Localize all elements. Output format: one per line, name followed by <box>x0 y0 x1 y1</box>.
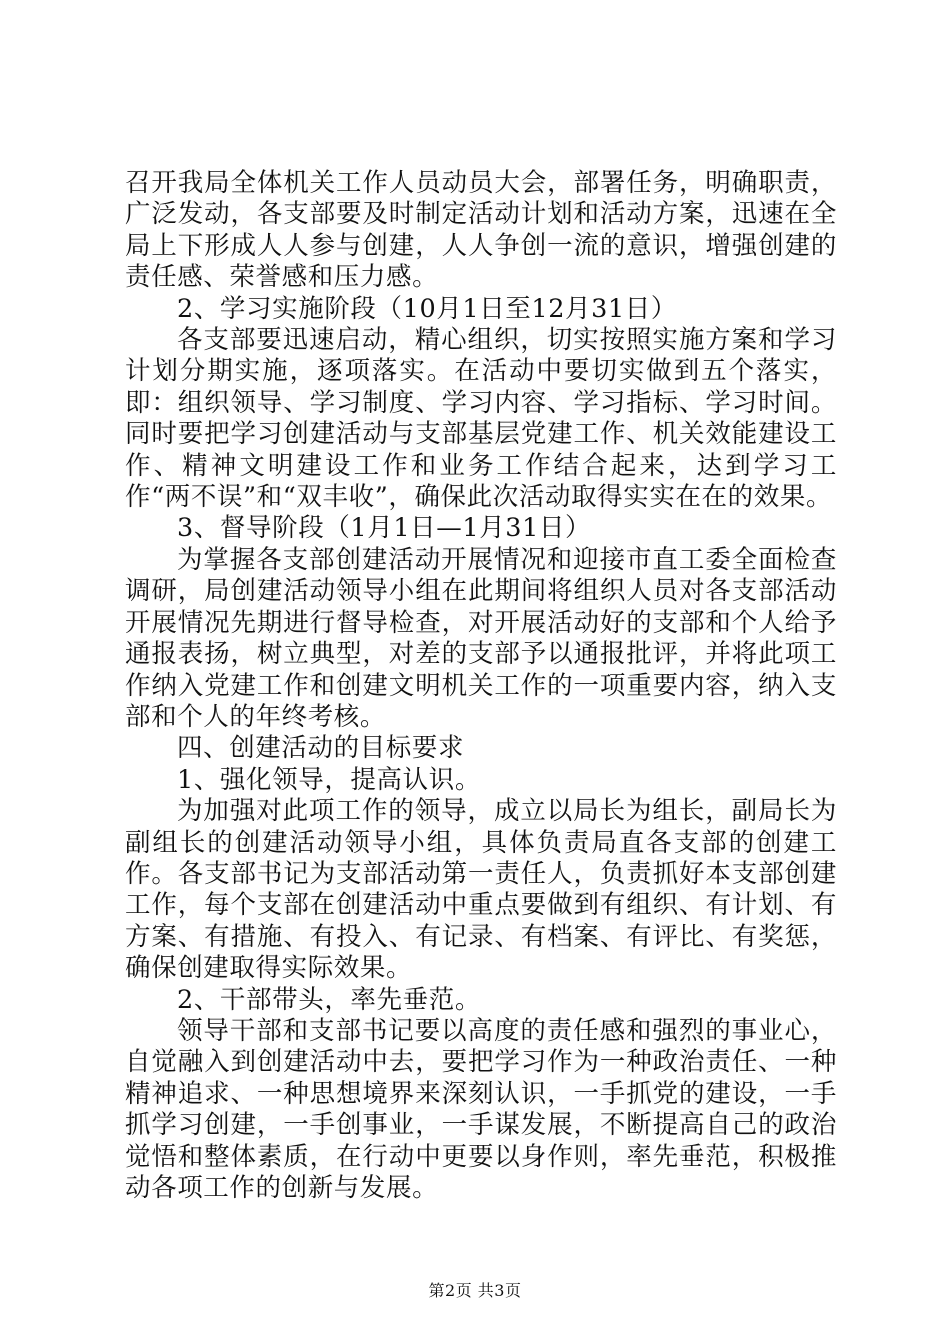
paragraph-learning-phase: 各支部要迅速启动，精心组织，切实按照实施方案和学习计划分期实施，逐项落实。在活动中要切实做到五个落实，即：组织领导、学习制度、学习内容、学习指标、学习时间。同时要把学习创建活动与支部基层党建工作、机关效能建设工作、精神文明建设工作和业务工作结合起来，达到学习工作“两不误”和“双丰收”，确保此次活动取得实实在在的效果。 <box>125 325 837 513</box>
section-heading-learning-phase: 2、学习实施阶段（10月1日至12月31日） <box>177 293 677 324</box>
section-heading-goals: 四、创建活动的目标要求 <box>177 733 465 764</box>
section-heading-supervision-phase: 3、督导阶段（1月1日—1月31日） <box>177 513 592 544</box>
document-body <box>125 168 837 1204</box>
subheading-cadres-lead: 2、干部带头，率先垂范。 <box>177 984 481 1015</box>
page-number-footer: 第2页 共3页 <box>428 1281 522 1300</box>
subheading-leadership: 1、强化领导，提高认识。 <box>177 764 481 795</box>
paragraph-1: 召开我局全体机关工作人员动员大会，部署任务，明确职责，广泛发动，各支部要及时制定活动计划和活动方案，迅速在全局上下形成人人参与创建，人人争创一流的意识，增强创建的责任感、荣誉感和压力感。 <box>125 168 837 293</box>
paragraph-supervision-phase: 为掌握各支部创建活动开展情况和迎接市直工委全面检查调研，局创建活动领导小组在此期间将组织人员对各支部活动开展情况先期进行督导检查，对开展活动好的支部和个人给予通报表扬，树立典型，对差的支部予以通报批评，并将此项工作纳入党建工作和创建文明机关工作的一项重要内容，纳入支部和个人的年终考核。 <box>125 544 837 732</box>
paragraph-cadres-lead: 领导干部和支部书记要以高度的责任感和强烈的事业心，自觉融入到创建活动中去，要把学习作为一种政治责任、一种精神追求、一种思想境界来深刻认识，一手抓党的建设，一手抓学习创建，一手创事业，一手谋发展，不断提高自己的政治觉悟和整体素质，在行动中更要以身作则，率先垂范，积极推动各项工作的创新与发展。 <box>125 1015 837 1203</box>
paragraph-leadership: 为加强对此项工作的领导，成立以局长为组长，副局长为副组长的创建活动领导小组，具体负责局直各支部的创建工作。各支部书记为支部活动第一责任人，负责抓好本支部创建工作，每个支部在创建活动中重点要做到有组织、有计划、有方案、有措施、有投入、有记录、有档案、有评比、有奖惩，确保创建取得实际效果。 <box>125 796 837 984</box>
